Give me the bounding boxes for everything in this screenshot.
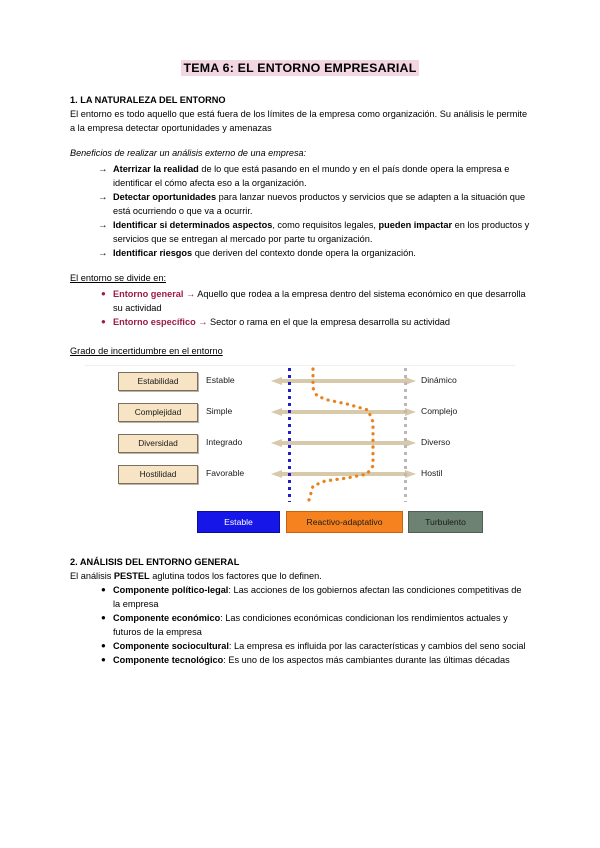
arrow-bullet-icon: → [98, 220, 108, 232]
list-item-bold: Aterrizar la realidad [113, 164, 199, 175]
arrow-shaft [282, 472, 405, 476]
legend-box-reactivo-adaptativo: Reactivo-adaptativo [286, 511, 403, 533]
uncertainty-diagram [85, 365, 515, 541]
diagram-left-label-favorable: Favorable [206, 467, 245, 478]
list-item-text: : Es uno de los aspectos más cambiantes durante las últimas décadas [223, 654, 510, 665]
diagram-left-label-estable: Estable [206, 374, 235, 385]
list-item [70, 654, 530, 668]
pestel-list [70, 584, 530, 668]
page-title-text: TEMA 6: EL ENTORNO EMPRESARIAL [181, 60, 420, 76]
list-item-bold: Componente sociocultural [113, 640, 229, 651]
arrow-head-left-icon [271, 408, 282, 416]
dot-bullet-icon: ● [101, 288, 106, 298]
blue-dotted-line [288, 368, 291, 502]
divide-term: Entorno general [113, 288, 184, 299]
list-item-bold: Componente económico [113, 612, 221, 623]
diagram-box-hostilidad: Hostilidad [118, 465, 198, 484]
spacer [70, 136, 530, 147]
benefits-lead: Beneficios de realizar un análisis externo de una empresa: [70, 148, 307, 159]
list-item-bold: Componente político-legal [113, 584, 229, 595]
diagram-lead: Grado de incertidumbre en el entorno [70, 345, 223, 356]
document-content [70, 60, 530, 668]
divide-desc: Aquello que rodea a la empresa dentro del sistema económico en que desarrolla su actividad [113, 288, 526, 313]
list-item [70, 584, 530, 612]
arrow-icon: → [183, 288, 198, 299]
section-2-heading: 2. ANÁLISIS DEL ENTORNO GENERAL [70, 556, 240, 567]
list-item [70, 640, 530, 654]
arrow-bullet-icon: → [98, 247, 108, 259]
dot-bullet-icon: ● [101, 316, 106, 326]
arrow-shaft [282, 410, 405, 414]
section-1-heading: 1. LA NATURALEZA DEL ENTORNO [70, 95, 226, 106]
list-item [70, 316, 530, 330]
dot-bullet-icon: ● [101, 654, 106, 664]
list-item [70, 247, 530, 261]
arrow-head-left-icon [271, 377, 282, 385]
dot-bullet-icon: ● [101, 640, 106, 650]
list-item-text: para lanzar nuevos productos y servicios que se adapten a la situación que está ocurriendo o que va a ocurrir. [113, 192, 526, 217]
spacer [70, 330, 530, 345]
legend-box-estable: Estable [197, 511, 280, 533]
arrow-shaft [282, 441, 405, 445]
list-item-text: : Las acciones de los gobiernos afectan las condiciones competitivas de la empresa [113, 584, 522, 609]
list-item-bold: Identificar riesgos [113, 247, 193, 258]
list-item-text: que deriven del contexto donde opera la organización. [192, 247, 416, 258]
arrow-head-left-icon [271, 470, 282, 478]
section-2-intro-bold: PESTEL [113, 570, 150, 581]
diagram-box-diversidad: Diversidad [118, 434, 198, 453]
diagram-arrow-complejidad [271, 408, 416, 417]
list-item-bold: Identificar si determinados aspectos [113, 220, 273, 231]
list-item [70, 612, 530, 640]
list-item-text: : La empresa es influida por las características y cambios del seno social [228, 640, 526, 651]
diagram-arrow-hostilidad [271, 470, 416, 479]
arrow-shaft [282, 379, 405, 383]
list-item [70, 163, 530, 191]
legend-box-turbulento: Turbulento [408, 511, 483, 533]
spacer [70, 261, 530, 272]
spacer [70, 541, 530, 556]
list-item-text: : Las condiciones económicas condicionan los rendimientos actuales y futuros de la empresa [113, 612, 508, 637]
dot-bullet-icon: ● [101, 612, 106, 622]
arrow-head-left-icon [271, 439, 282, 447]
diagram-arrow-diversidad [271, 439, 416, 448]
diagram-right-label-complejo: Complejo [421, 405, 458, 416]
divide-lead: El entorno se divide en: [70, 272, 167, 283]
list-item-bold-2: pueden impactar [378, 220, 453, 231]
divide-term: Entorno específico [113, 316, 196, 327]
list-item [70, 191, 530, 219]
arrow-bullet-icon: → [98, 164, 108, 176]
section-2-intro-pre: El análisis [70, 570, 114, 581]
diagram-right-label-diverso: Diverso [421, 436, 451, 447]
diagram-box-estabilidad: Estabilidad [118, 372, 198, 391]
arrow-icon: → [195, 316, 210, 327]
list-item-text-2: en los productos y servicios que se entregan al mercado por parte tu organización. [113, 220, 530, 244]
list-item [70, 288, 530, 316]
benefits-list [70, 163, 530, 261]
diagram-left-label-simple: Simple [206, 405, 233, 416]
arrow-bullet-icon: → [98, 192, 108, 204]
section-2-intro [70, 570, 530, 584]
list-item [70, 219, 530, 247]
grey-dotted-line [404, 368, 407, 502]
list-item-text: de lo que está pasando en el mundo y en el país donde opera la empresa e identificar el cómo afecta eso a la organización. [113, 164, 510, 189]
divide-desc: Sector o rama en el que la empresa desarrolla su actividad [210, 316, 451, 327]
list-item-text: , como requisitos legales, [272, 220, 379, 231]
diagram-left-label-integrado: Integrado [206, 436, 243, 447]
diagram-box-complejidad: Complejidad [118, 403, 198, 422]
diagram-right-label-hostil: Hostil [421, 467, 443, 478]
diagram-arrow-estabilidad [271, 377, 416, 386]
divide-list [70, 288, 530, 330]
list-item-bold: Detectar oportunidades [113, 192, 217, 203]
dot-bullet-icon: ● [101, 584, 106, 594]
list-item-bold: Componente tecnológico [113, 654, 224, 665]
section-1-intro: El entorno es todo aquello que está fuera de los límites de la empresa como organización. Su análisis le permite a la empresa detectar oportunidades y amenazas [70, 109, 528, 134]
page-title [70, 60, 530, 76]
diagram-right-label-dinamico: Dinámico [421, 374, 457, 385]
section-2-intro-post: aglutina todos los factores que lo definen. [149, 570, 322, 581]
